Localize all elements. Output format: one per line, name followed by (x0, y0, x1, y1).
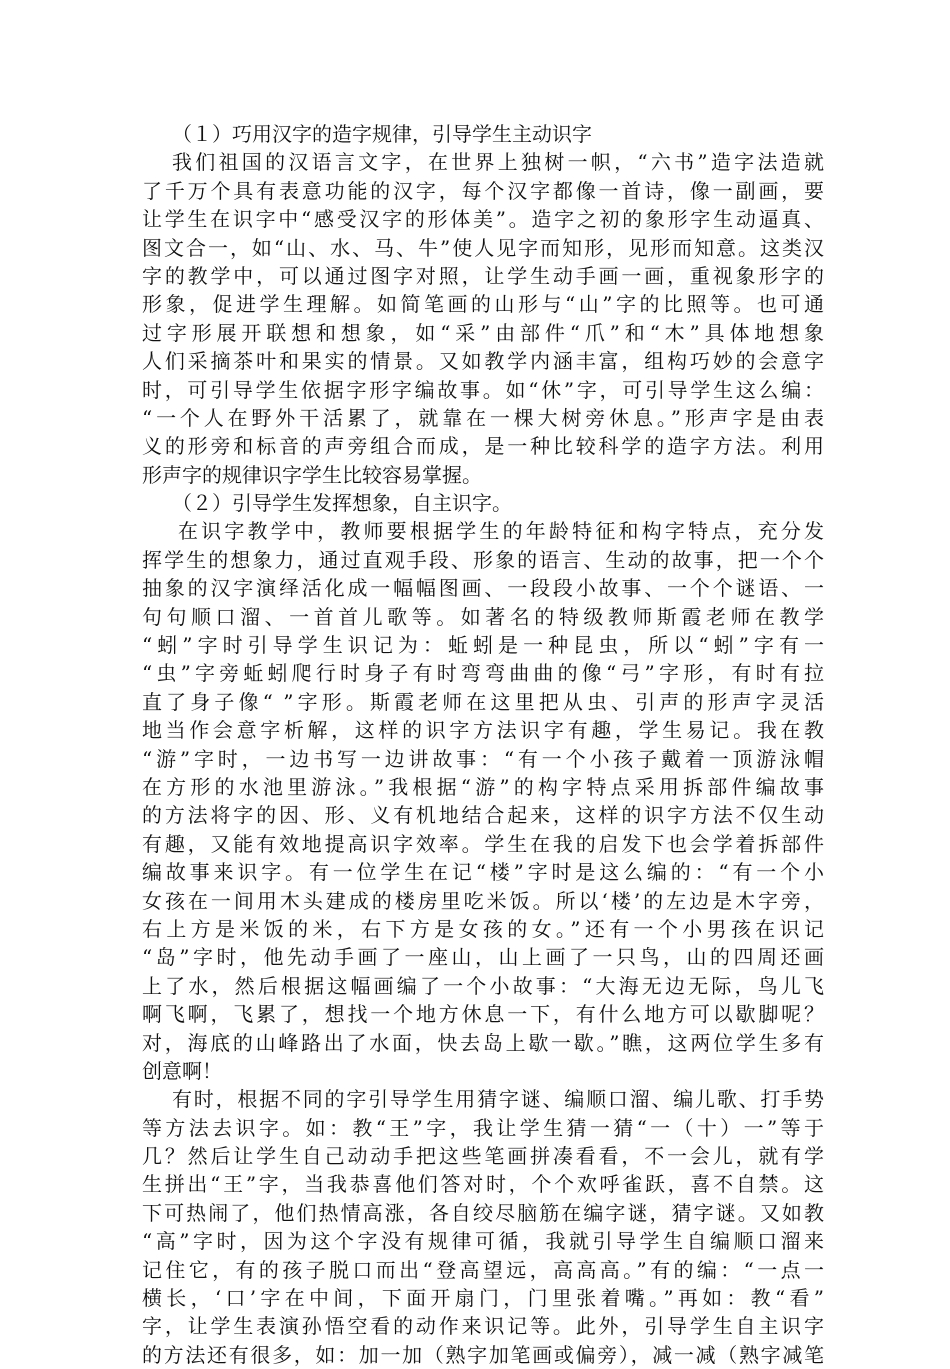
paragraph-line: 字，让学生表演孙悟空看的动作来识记等。此外，引导学生自主识字 (142, 1314, 824, 1339)
paragraph-line: 的方法将字的因、形、义有机地结合起来，这样的识字方法不仅生动 (142, 803, 824, 828)
paragraph-line: 我们祖国的汉语言文字，在世界上独树一帜，“六书”造字法造就 (172, 150, 824, 175)
paragraph-line: 右上方是米饭的米，右下方是女孩的女。”还有一个小男孩在识记 (142, 916, 824, 941)
paragraph-line: “高”字时，因为这个字没有规律可循，我就引导学生自编顺口溜来 (142, 1229, 824, 1254)
paragraph-line: 几？然后让学生自己动动手把这些笔画拼凑看看，不一会儿，就有学 (142, 1144, 824, 1169)
paragraph-line: 上了水，然后根据这幅画编了一个小故事：“大海无边无际，鸟儿飞 (142, 973, 824, 998)
paragraph-line: “游”字时，一边书写一边讲故事：“有一个小孩子戴着一顶游泳帽 (142, 746, 824, 771)
paragraph-line: 字的教学中，可以通过图字对照，让学生动手画一画，重视象形字的 (142, 263, 824, 288)
paragraph-line: 等方法去识字。如：教“王”字，我让学生猜一猜“一（十）一”等于 (142, 1115, 824, 1140)
paragraph-line: “蚓”字时引导学生识记为：蚯蚓是一种昆虫，所以“蚓”字有一 (142, 633, 824, 658)
paragraph-line: 直了身子像“ ”字形。斯霞老师在这里把从虫、引声的形声字灵活 (142, 689, 824, 714)
paragraph-1 (142, 148, 824, 489)
paragraph-line: 在方形的水池里游泳。”我根据“游”的构字特点采用拆部件编故事 (142, 774, 824, 799)
paragraph-line: 图文合一，如“山、水、马、牛”使人见字而知形，见形而知意。这类汉 (142, 235, 824, 260)
paragraph-line: 在识字教学中，教师要根据学生的年龄特征和构字特点，充分发 (178, 519, 824, 544)
paragraph-line: 创意啊！ (142, 1058, 222, 1083)
paragraph-line: 对，海底的山峰路出了水面，快去岛上歇一歇。”瞧，这两位学生多有 (142, 1030, 824, 1055)
paragraph-line: “虫”字旁蚯蚓爬行时身子有时弯弯曲曲的像“弓”字形，有时有拉 (142, 661, 824, 686)
paragraph-line: 挥学生的想象力，通过直观手段、形象的语言、生动的故事，把一个个 (142, 547, 824, 572)
paragraph-line: 的方法还有很多，如：加一加（熟字加笔画或偏旁），减一减（熟字减笔 (142, 1342, 824, 1367)
paragraph-line: 抽象的汉字演绎活化成一幅幅图画、一段段小故事、一个个谜语、一 (142, 576, 824, 601)
paragraph-line: 编故事来识字。有一位学生在记“楼”字时是这么编的：“有一个小 (142, 860, 824, 885)
paragraph-2 (142, 517, 824, 1085)
paragraph-line: “岛”字时，他先动手画了一座山，山上画了一只鸟，山的四周还画 (142, 945, 824, 970)
paragraph-line: 啊飞啊，飞累了，想找一个地方休息一下，有什么地方可以歇脚呢？ (142, 1002, 824, 1027)
paragraph-line: 生拼出“王”字，当我恭喜他们答对时，个个欢呼雀跃，喜不自禁。这 (142, 1172, 824, 1197)
paragraph-line: 记住它，有的孩子脱口而出“登高望远，高高高。”有的编：“一点一 (142, 1257, 824, 1282)
document-body (142, 120, 824, 1369)
paragraph-line: 下可热闹了，他们热情高涨，各自绞尽脑筋在编字谜，猜字谜。又如教 (142, 1200, 824, 1225)
paragraph-line: 女孩在一间用木头建成的楼房里吃米饭。所以‘楼’的左边是木字旁， (142, 888, 824, 913)
paragraph-line: 时，可引导学生依据字形字编故事。如“休”字，可引导学生这么编： (142, 377, 824, 402)
paragraph-line: 横长，‘口’字在中间，下面开扇门，门里张着嘴。”再如：教“看” (142, 1286, 824, 1311)
paragraph-line: 有趣，又能有效地提高识字效率。学生在我的启发下也会学着拆部件 (142, 831, 824, 856)
paragraph-3 (142, 1085, 824, 1369)
paragraph-line: “一个人在野外干活累了，就靠在一棵大树旁休息。”形声字是由表 (142, 405, 824, 430)
paragraph-line: 让学生在识字中“感受汉字的形体美”。造字之初的象形字生动逼真、 (142, 207, 824, 232)
paragraph-line: 义的形旁和标音的声旁组合而成，是一种比较科学的造字方法。利用 (142, 434, 824, 459)
paragraph-line: 句句顺口溜、一首首儿歌等。如著名的特级教师斯霞老师在教学 (142, 604, 824, 629)
paragraph-line: 了千万个具有表意功能的汉字，每个汉字都像一首诗，像一副画，要 (142, 178, 824, 203)
paragraph-line: 过字形展开联想和想象，如“采”由部件“爪”和“木”具体地想象 (142, 320, 824, 345)
paragraph-line: 地当作会意字析解，这样的识字方法识字有趣，学生易记。我在教 (142, 718, 824, 743)
section-heading-2: （２）引导学生发挥想象，自主识字。 (172, 491, 512, 516)
paragraph-line: 人们采摘茶叶和果实的情景。又如教学内涵丰富，组构巧妙的会意字 (142, 349, 824, 374)
paragraph-line: 形声字的规律识字学生比较容易掌握。 (142, 462, 482, 487)
section-heading-1: （１）巧用汉字的造字规律，引导学生主动识字 (172, 122, 592, 146)
paragraph-line: 有时，根据不同的字引导学生用猜字谜、编顺口溜、编儿歌、打手势 (172, 1087, 824, 1112)
paragraph-line: 形象，促进学生理解。如简笔画的山形与“山”字的比照等。也可通 (142, 292, 824, 317)
